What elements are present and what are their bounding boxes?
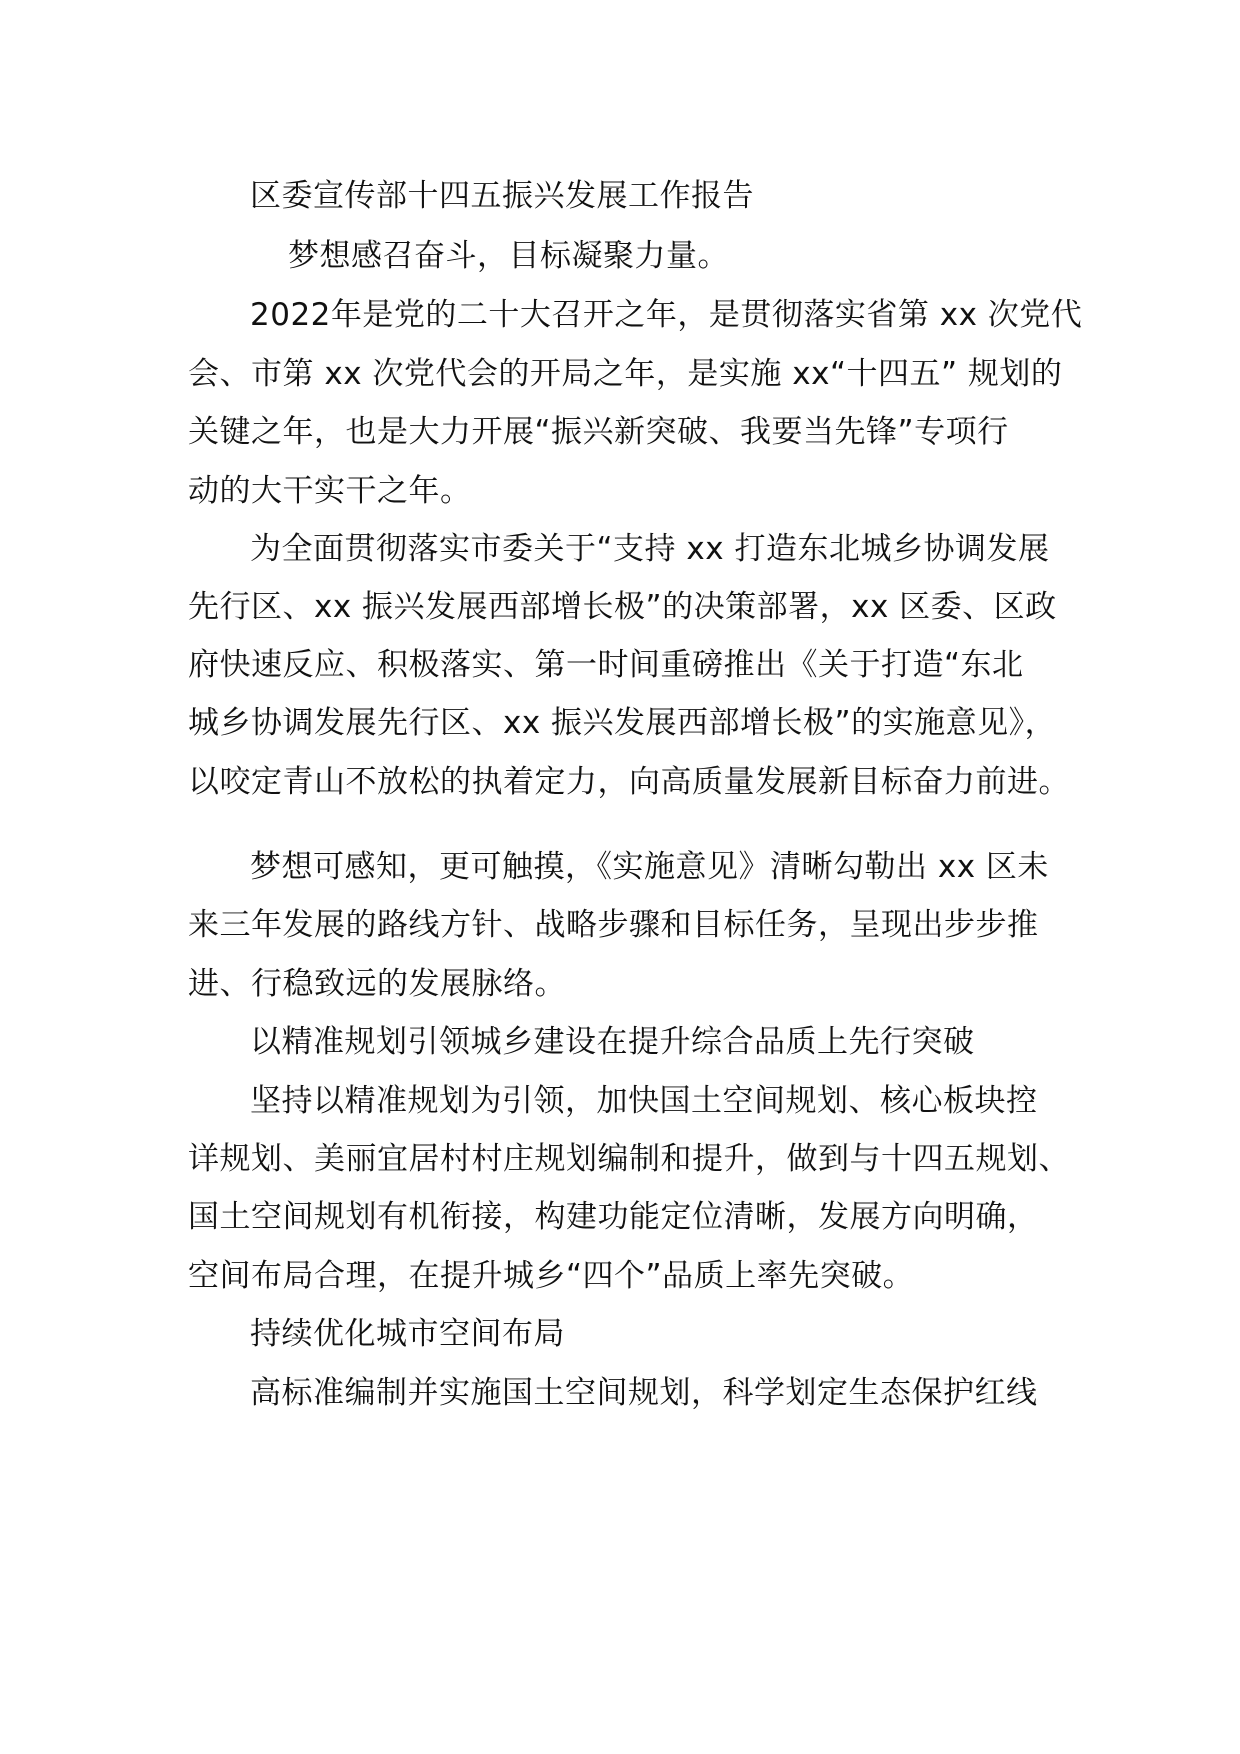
section-heading-2: 持续优化城市空间布局 [250,1316,565,1352]
paragraph-3-line-3: 进、行稳致远的发展脉络。 [188,966,566,1002]
document-title: 区委宣传部十四五振兴发展工作报告 [250,178,754,214]
paragraph-2-line-1: 为全面贯彻落实市委关于“支持 xx 打造东北城乡协调发展 [250,531,1050,567]
paragraph-2-line-3: 府快速反应、积极落实、第一时间重磅推出《关于打造“东北 [188,647,1024,683]
paragraph-5-line-4: 空间布局合理，在提升城乡“四个”品质上率先突破。 [188,1258,915,1294]
document-subtitle: 梦想感召奋斗，目标凝聚力量。 [288,238,729,274]
paragraph-1-line-4: 动的大干实干之年。 [188,473,472,509]
paragraph-3-line-2: 来三年发展的路线方针、战略步骤和目标任务，呈现出步步推 [188,907,1039,943]
paragraph-5-line-3: 国土空间规划有机衔接，构建功能定位清晰，发展方向明确， [188,1199,1039,1235]
paragraph-1-line-2: 会、市第 xx 次党代会的开局之年，是实施 xx“十四五” 规划的 [188,356,1063,392]
paragraph-7-line-1: 高标准编制并实施国土空间规划，科学划定生态保护红线 [250,1375,1038,1411]
paragraph-1-line-3: 关键之年，也是大力开展“振兴新突破、我要当先锋”专项行 [188,414,1009,450]
paragraph-5-line-1: 坚持以精准规划为引领，加快国土空间规划、核心板块控 [250,1083,1038,1119]
paragraph-3-line-1: 梦想可感知，更可触摸，《实施意见》清晰勾勒出 xx 区未 [250,849,1049,885]
paragraph-5-line-2: 详规划、美丽宜居村村庄规划编制和提升，做到与十四五规划、 [188,1141,1070,1177]
paragraph-2-line-2: 先行区、xx 振兴发展西部增长极”的决策部署，xx 区委、区政 [188,589,1057,625]
paragraph-2-line-5: 以咬定青山不放松的执着定力，向高质量发展新目标奋力前进。 [188,764,1070,800]
section-heading-1: 以精准规划引领城乡建设在提升综合品质上先行突破 [250,1024,975,1060]
paragraph-1-line-1: 2022年是党的二十大召开之年，是贯彻落实省第 xx 次党代 [250,297,1083,333]
paragraph-2-line-4: 城乡协调发展先行区、xx 振兴发展西部增长极”的实施意见》， [188,705,1057,741]
